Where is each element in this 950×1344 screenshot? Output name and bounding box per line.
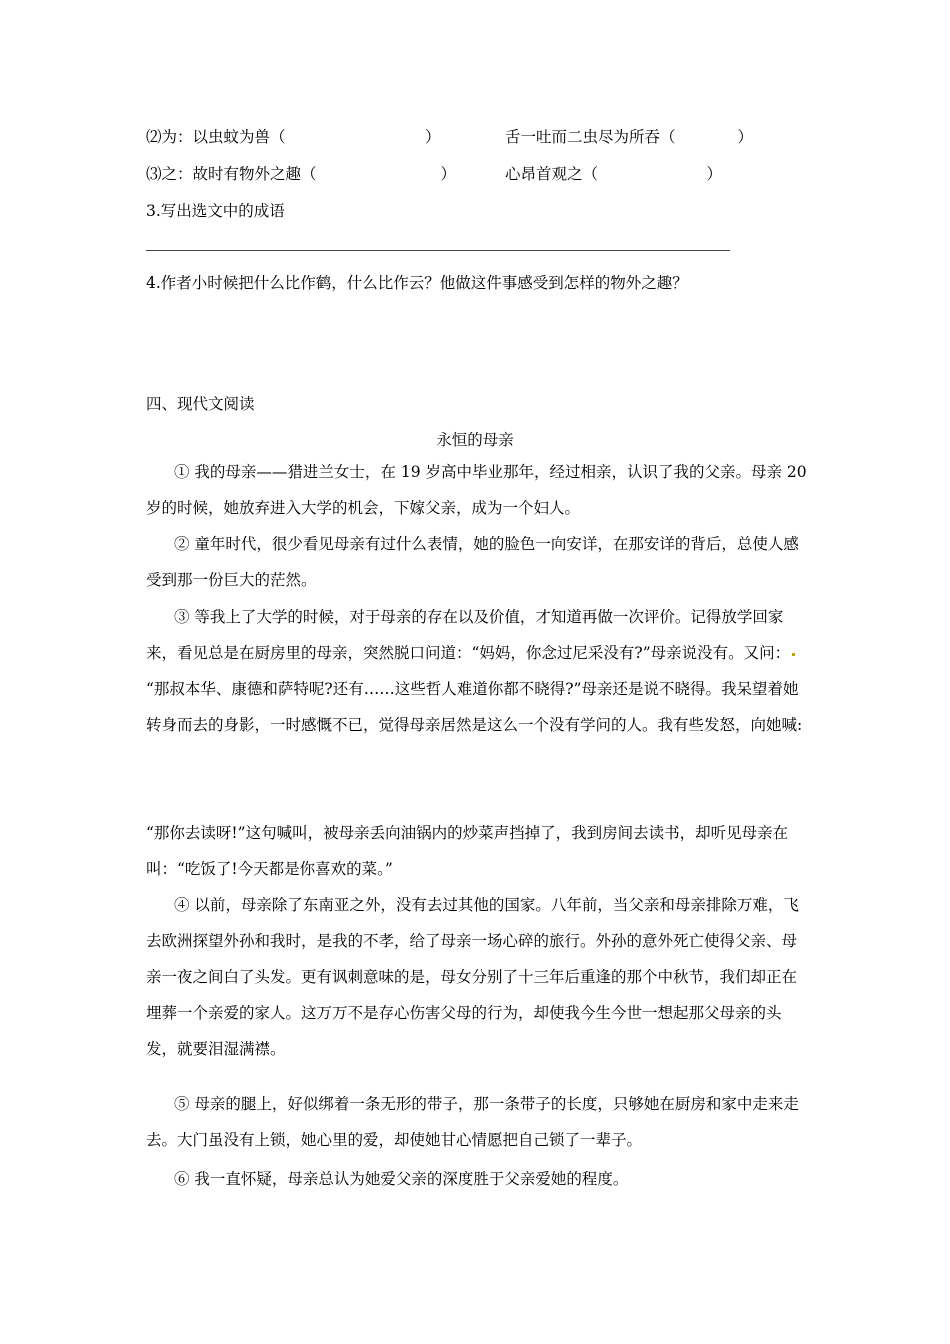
- answer-line: [146, 250, 730, 251]
- decorative-dot: [792, 653, 795, 656]
- question-idiom: 3.写出选文中的成语: [146, 202, 285, 220]
- paragraph-2: ② 童年时代，很少看见母亲有过什么表情，她的脸色一向安详，在那安详的背后，总使人感受到那一份巨大的茫然。: [146, 535, 799, 589]
- paragraph-5: ⑤ 母亲的腿上，好似绑着一条无形的带子，那一条带子的长度，只够她在厨房和家中走来走去。大门虽没有上锁，她心里的爱，却使她甘心情愿把自己锁了一辈子。: [146, 1095, 799, 1149]
- section-heading: 四、现代文阅读: [146, 395, 255, 413]
- question-2-right: 舌一吐而二虫尽为所吞（ ）: [505, 128, 754, 146]
- paragraph-3-continued: “那你去读呀!”这句喊叫，被母亲丢向油锅内的炒菜声挡掉了，我到房间去读书，却听见母亲在叫：“吃饭了!今天都是你喜欢的菜。”: [146, 824, 789, 878]
- paragraph-1: ① 我的母亲——猎进兰女士，在 19 岁高中毕业那年，经过相亲，认识了我的父亲。母亲 20 岁的时候，她放弃进入大学的机会，下嫁父亲，成为一个妇人。: [146, 463, 807, 517]
- question-3-right: 心昂首观之（ ）: [505, 165, 723, 183]
- question-3-left: ⑶之：故时有物外之趣（ ）: [146, 165, 457, 183]
- question-2-left: ⑵为：以虫蚊为兽（ ）: [146, 128, 441, 146]
- article-title: 永恒的母亲: [436, 431, 514, 449]
- paragraph-4: ④ 以前，母亲除了东南亚之外，没有去过其他的国家。八年前，当父亲和母亲排除万难，飞去欧洲探望外孙和我时，是我的不孝，给了母亲一场心碎的旅行。外孙的意外死亡使得父亲、母亲一夜之间白了头发。更有讽刺意味的是，母女分别了十三年后重逢的那个中秋节，我们却正在埋葬一个亲爱的家人。这万万不是存心伤害父母的行为，却使我今生今世一想起那父母亲的头发，就要泪湿满襟。: [146, 896, 799, 1058]
- paragraph-3-part-a: ③ 等我上了大学的时候，对于母亲的存在以及价值，才知道再做一次评价。记得放学回家来，看见总是在厨房里的母亲，突然脱口问道：“妈妈，你念过尼采没有?”母亲说没有。又问：: [146, 608, 791, 662]
- paragraph-3: [146, 599, 812, 743]
- paragraph-6: ⑥ 我一直怀疑，母亲总认为她爱父亲的深度胜于父亲爱她的程度。: [174, 1170, 629, 1188]
- question-4: 4.作者小时候把什么比作鹤，什么比作云？他做这件事感受到怎样的物外之趣？: [146, 274, 688, 292]
- paragraph-3-part-b: “那叔本华、康德和萨特呢?还有……这些哲人难道你都不晓得?”母亲还是说不晓得。我呆望着她转身而去的身影，一时感慨不已，觉得母亲居然是这么一个没有学问的人。我有些发怒，向她喊:: [146, 680, 803, 734]
